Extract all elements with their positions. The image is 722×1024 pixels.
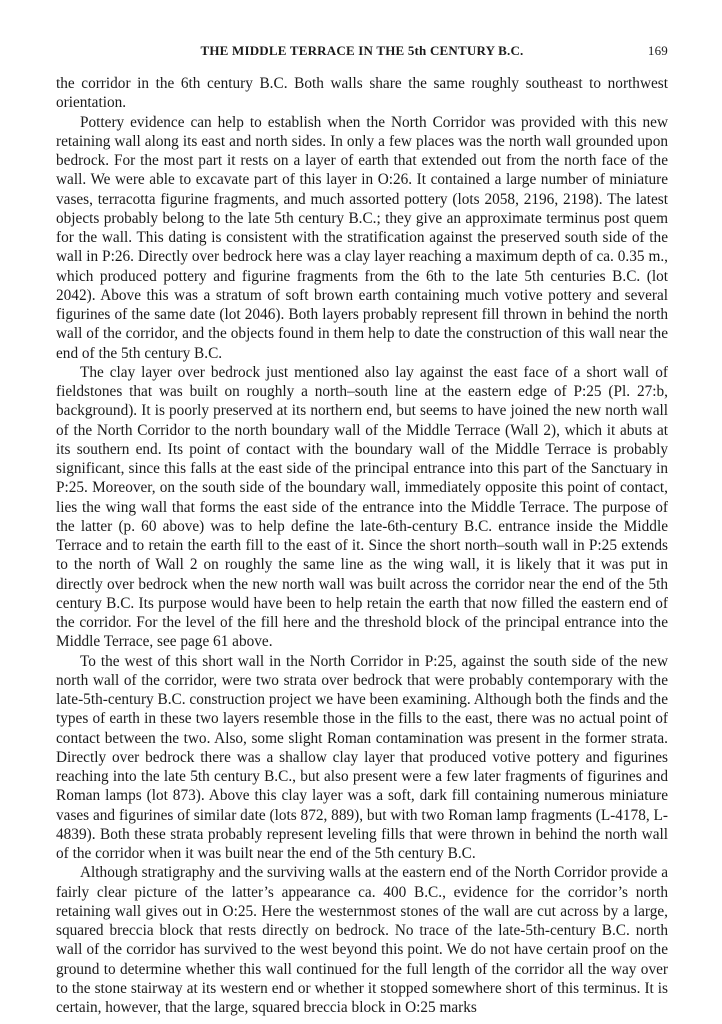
paragraph: Although stratigraphy and the surviving walls at the eastern end of the North Corridor provide a fairly clear picture of the latter’s appearance ca. 400 B.C., evidence for the corridor’s north retaining wall gives out in O:25. Here the westernmost stones of the wall are cut across by a large, squared breccia block that rests directly on bedrock. No trace of the late-5th-century B.C. north wall of the corridor has survived to the west beyond this point. We do not have certain proof on the ground to determine whether this wall continued for the full length of the corridor all the way over to the stone stairway at its western end or whether it stopped somewhere short of this terminus. It is certain, however, that the large, squared breccia block in O:25 marks xyxy=(56,864,668,1016)
page-number: 169 xyxy=(647,43,668,58)
paragraph: the corridor in the 6th century B.C. Both walls share the same roughly southeast to northwest orientation. xyxy=(56,75,668,112)
paragraph: The clay layer over bedrock just mentioned also lay against the east face of a short wall of fieldstones that was built on roughly a north–south line at the eastern edge of P:25 (Pl. 27:b, background). It is poorly preserved at its northern end, but seems to have joined the new north wall of the North Corridor to the north boundary wall of the Middle Terrace (Wall 2), which it abuts at its southern end. Its point of contact with the boundary wall of the Middle Terrace is probably significant, since this falls at the east side of the principal entrance into this part of the Sanctuary in P:25. Moreover, on the south side of the boundary wall, immediately opposite this point of contact, lies the wing wall that forms the east side of the entrance into the Middle Terrace. The purpose of the latter (p. 60 above) was to help define the late-6th-century B.C. entrance inside the Middle Terrace and to retain the earth fill to the east of it. Since the short north–south wall in P:25 extends to the north of Wall 2 on roughly the same line as the wing wall, it is likely that it was put in directly over bedrock when the new north wall was built across the corridor near the end of the 5th century B.C. Its purpose would have been to help retain the earth that now filled the eastern end of the corridor. For the level of the fill here and the threshold block of the principal entrance into the Middle Terrace, see page 61 above. xyxy=(56,363,668,651)
body-text xyxy=(56,74,668,1017)
running-header xyxy=(56,43,668,63)
running-title: THE MIDDLE TERRACE IN THE 5th CENTURY B.C. xyxy=(200,43,524,58)
paragraph: Pottery evidence can help to establish when the North Corridor was provided with this new retaining wall along its east and north sides. In only a few places was the north wall grounded upon bedrock. For the most part it rests on a layer of earth that extended out from the north face of the wall. We were able to excavate part of this layer in O:26. It contained a large number of miniature vases, terracotta figurine fragments, and much assorted pottery (lots 2058, 2196, 2198). The latest objects probably belong to the late 5th century B.C.; they give an approximate terminus post quem for the wall. This dating is consistent with the stratification against the preserved south side of the wall in P:26. Directly over bedrock here was a clay layer reaching a maximum depth of ca. 0.35 m., which produced pottery and figurine fragments from the 6th to the late 5th centuries B.C. (lot 2042). Above this was a stratum of soft brown earth containing much votive pottery and several figurines of the same date (lot 2046). Both layers probably represent fill thrown in behind the north wall of the corridor, and the objects found in them help to date the construction of this wall near the end of the 5th century B.C. xyxy=(56,113,668,362)
paragraph: To the west of this short wall in the North Corridor in P:25, against the south side of the new north wall of the corridor, were two strata over bedrock that were probably contemporary with the late-5th-century B.C. construction project we have been examining. Although both the finds and the types of earth in these two layers resemble those in the fills to the east, there was no actual point of contact between the two. Also, some slight Roman contamination was present in the former strata. Directly over bedrock there was a shallow clay layer that produced votive pottery and figurines reaching into the late 5th century B.C., but also present were a few later fragments of figurines and Roman lamps (lot 873). Above this clay layer was a soft, dark fill containing numerous miniature vases and figurines of similar date (lots 872, 889), but with two Roman lamp fragments (L-4178, L-4839). Both these strata probably represent leveling fills that were thrown in behind the north wall of the corridor when it was built near the end of the 5th century B.C. xyxy=(56,652,668,862)
